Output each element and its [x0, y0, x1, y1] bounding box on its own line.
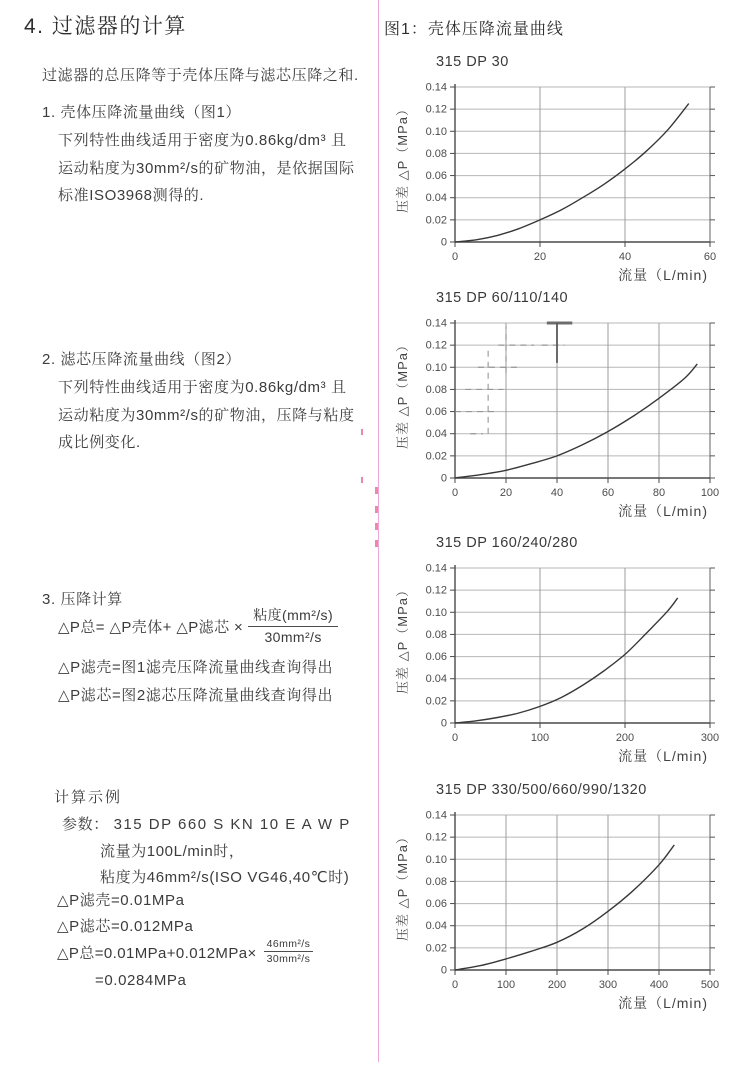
svg-text:0.14: 0.14	[425, 562, 447, 575]
svg-text:流量（L/min): 流量（L/min)	[618, 267, 708, 283]
chart-title: 315 DP 330/500/660/990/1320	[436, 782, 647, 798]
chart-315-dp-160-240-280	[383, 533, 750, 769]
example-total-lhs: △P总=0.01MPa+0.012MPa×	[57, 944, 257, 962]
svg-text:400: 400	[649, 979, 669, 991]
example-condition-line: 粘度为46mm²/s(ISO VG46,40℃时)	[100, 869, 350, 886]
svg-text:0: 0	[440, 717, 447, 730]
svg-text:0.12: 0.12	[425, 103, 447, 116]
chart-title: 315 DP 30	[436, 54, 509, 70]
svg-text:流量（L/min): 流量（L/min)	[618, 995, 708, 1011]
svg-text:0.08: 0.08	[425, 875, 447, 888]
scan-artifact-mark	[361, 477, 363, 483]
chart-plot	[383, 802, 750, 1016]
svg-text:100: 100	[530, 732, 550, 744]
svg-text:20: 20	[533, 251, 547, 263]
section2-body	[58, 374, 355, 457]
scan-artifact-mark	[361, 429, 363, 435]
svg-text:0.12: 0.12	[425, 831, 447, 844]
formula-numerator: 粘度(mm²/s)	[248, 606, 338, 627]
svg-text:60: 60	[601, 487, 615, 499]
svg-text:0.02: 0.02	[425, 450, 447, 463]
scan-artifact-mark	[375, 540, 378, 547]
chart-title: 315 DP 160/240/280	[436, 535, 578, 551]
svg-text:40: 40	[618, 251, 632, 263]
svg-text:0.14: 0.14	[425, 81, 447, 94]
page-title: 4. 过滤器的计算	[24, 15, 187, 38]
svg-text:0.14: 0.14	[425, 317, 447, 330]
svg-text:压差 △P（MPa）: 压差 △P（MPa）	[395, 101, 410, 214]
svg-text:0.10: 0.10	[425, 606, 447, 619]
chart-plot	[383, 74, 750, 288]
svg-text:0.02: 0.02	[425, 695, 447, 708]
svg-text:0.12: 0.12	[425, 584, 447, 597]
formula-note: △P滤芯=图2滤芯压降流量曲线查询得出	[58, 686, 334, 704]
svg-text:0: 0	[440, 236, 447, 249]
formula-denominator: 30mm²/s	[264, 628, 322, 645]
scan-artifact-mark	[375, 523, 378, 530]
svg-text:0.02: 0.02	[425, 214, 447, 227]
example-total-fraction	[264, 938, 314, 966]
section1-line: 标准ISO3968测得的.	[58, 187, 205, 204]
section2-line: 下列特性曲线适用于密度为0.86kg/dm³ 且	[58, 379, 347, 396]
pressure-drop-formula	[58, 606, 338, 647]
svg-text:200: 200	[615, 732, 635, 744]
example-title: 计算示例	[54, 789, 123, 806]
section2-title: 2. 滤芯压降流量曲线（图2）	[42, 351, 242, 368]
svg-text:0.06: 0.06	[425, 170, 447, 183]
formula-notes	[58, 654, 333, 709]
example-conditions	[100, 839, 349, 891]
scan-artifact-mark	[375, 487, 378, 494]
svg-text:0.10: 0.10	[425, 125, 447, 138]
intro-text: 过滤器的总压降等于壳体压降与滤芯压降之和.	[42, 67, 359, 84]
svg-text:500: 500	[700, 979, 720, 991]
figure1-header: 图1：壳体压降流量曲线	[384, 21, 564, 38]
svg-text:流量（L/min): 流量（L/min)	[618, 503, 708, 519]
svg-text:200: 200	[547, 979, 567, 991]
scan-artifact-mark	[375, 506, 378, 513]
example-total-denominator: 30mm²/s	[266, 953, 311, 966]
svg-text:0.04: 0.04	[425, 428, 447, 441]
svg-text:0: 0	[451, 979, 459, 991]
example-total-numerator: 46mm²/s	[264, 938, 314, 952]
svg-text:0.06: 0.06	[425, 651, 447, 664]
section1-body	[58, 127, 355, 210]
svg-text:压差 △P（MPa）: 压差 △P（MPa）	[395, 337, 410, 450]
svg-text:0.10: 0.10	[425, 853, 447, 866]
svg-text:60: 60	[703, 251, 717, 263]
svg-text:0: 0	[451, 732, 459, 744]
formula-lhs: △P总= △P壳体+ △P滤芯 ×	[58, 618, 244, 636]
example-dp-shell: △P滤壳=0.01MPa	[57, 892, 185, 909]
section2-line: 成比例变化.	[58, 434, 141, 451]
example-param-line	[62, 813, 351, 834]
chart-315-dp-330-1320	[383, 780, 750, 1016]
svg-text:20: 20	[499, 487, 513, 499]
svg-text:0.04: 0.04	[425, 920, 447, 933]
svg-text:0.08: 0.08	[425, 383, 447, 396]
svg-text:0: 0	[440, 964, 447, 977]
svg-text:0.04: 0.04	[425, 673, 447, 686]
svg-text:0.06: 0.06	[425, 406, 447, 419]
svg-text:0: 0	[451, 251, 459, 263]
svg-text:80: 80	[652, 487, 666, 499]
chart-315-dp-60-110-140	[383, 288, 750, 524]
chart-title: 315 DP 60/110/140	[436, 290, 569, 306]
svg-text:0: 0	[440, 472, 447, 485]
svg-text:300: 300	[598, 979, 618, 991]
chart-plot	[383, 555, 750, 769]
formula-fraction	[248, 606, 338, 647]
chart-315-dp-30	[383, 52, 750, 288]
column-divider-line	[378, 0, 379, 1062]
section1-line: 运动粘度为30mm²/s的矿物油，是依据国际	[58, 159, 355, 177]
example-condition-line: 流量为100L/min时，	[100, 843, 245, 860]
section3-title: 3. 压降计算	[42, 591, 123, 608]
svg-text:100: 100	[496, 979, 516, 991]
svg-text:0.12: 0.12	[425, 339, 447, 352]
example-param-label: 参数：	[62, 816, 109, 833]
example-param-value: 315 DP 660 S KN 10 E A W P	[113, 816, 351, 833]
chart-plot	[383, 310, 750, 524]
svg-text:40: 40	[550, 487, 564, 499]
section2-line: 运动粘度为30mm²/s的矿物油，压降与粘度	[58, 406, 355, 424]
formula-note: △P滤壳=图1滤壳压降流量曲线查询得出	[58, 659, 334, 676]
svg-text:0: 0	[451, 487, 459, 499]
svg-text:300: 300	[700, 732, 720, 744]
example-dp-core: △P滤芯=0.012MPa	[57, 918, 194, 935]
svg-text:0.08: 0.08	[425, 147, 447, 160]
svg-text:0.02: 0.02	[425, 942, 447, 955]
example-total-line	[57, 938, 313, 966]
svg-text:0.08: 0.08	[425, 628, 447, 641]
example-result: =0.0284MPa	[95, 972, 187, 989]
section1-title: 1. 壳体压降流量曲线（图1）	[42, 104, 242, 121]
svg-text:0.06: 0.06	[425, 898, 447, 911]
svg-text:0.10: 0.10	[425, 361, 447, 374]
svg-text:压差 △P（MPa）: 压差 △P（MPa）	[395, 582, 410, 695]
svg-text:0.14: 0.14	[425, 809, 447, 822]
svg-text:100: 100	[700, 487, 720, 499]
svg-text:流量（L/min): 流量（L/min)	[618, 748, 708, 764]
section1-line: 下列特性曲线适用于密度为0.86kg/dm³ 且	[58, 132, 347, 149]
svg-text:压差 △P（MPa）: 压差 △P（MPa）	[395, 829, 410, 942]
svg-text:0.04: 0.04	[425, 192, 447, 205]
